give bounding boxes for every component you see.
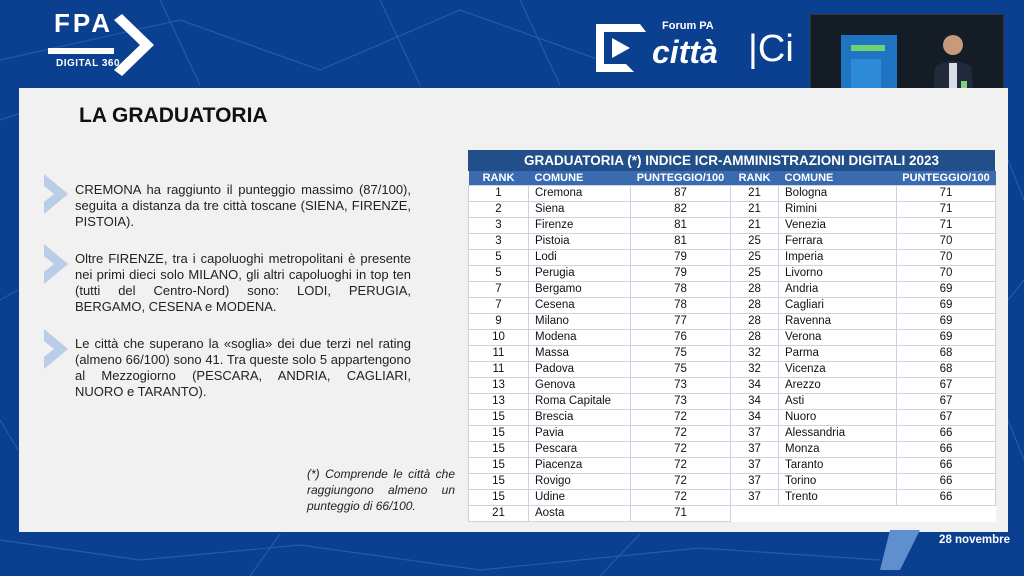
cell-rank: 3	[469, 234, 529, 250]
cell-rank: 5	[469, 266, 529, 282]
cell-comune: Bologna	[779, 186, 897, 202]
cell-rank: 34	[731, 378, 779, 394]
cell-punteggio: 67	[897, 394, 996, 410]
cell-rank: 7	[469, 298, 529, 314]
empty-cell	[897, 506, 996, 522]
header-comune: COMUNE	[779, 171, 897, 186]
cell-comune: Bergamo	[529, 282, 631, 298]
cell-comune: Cremona	[529, 186, 631, 202]
cell-punteggio: 68	[897, 346, 996, 362]
empty-cell	[779, 506, 897, 522]
header-comune: COMUNE	[529, 171, 631, 186]
cell-rank: 3	[469, 218, 529, 234]
cell-punteggio: 71	[897, 202, 996, 218]
cell-comune: Monza	[779, 442, 897, 458]
cell-comune: Nuoro	[779, 410, 897, 426]
fpa-logo-text: FPA	[54, 8, 114, 38]
cell-punteggio: 68	[897, 362, 996, 378]
cell-comune: Lodi	[529, 250, 631, 266]
cell-comune: Arezzo	[779, 378, 897, 394]
cell-punteggio: 70	[897, 234, 996, 250]
cell-comune: Ravenna	[779, 314, 897, 330]
cell-rank: 15	[469, 474, 529, 490]
cell-comune: Pescara	[529, 442, 631, 458]
cell-punteggio: 72	[631, 490, 731, 506]
cell-comune: Cagliari	[779, 298, 897, 314]
cell-comune: Imperia	[779, 250, 897, 266]
cell-comune: Trento	[779, 490, 897, 506]
table-row	[469, 298, 996, 314]
cell-rank: 37	[731, 458, 779, 474]
cell-punteggio: 69	[897, 314, 996, 330]
cell-comune: Piacenza	[529, 458, 631, 474]
cell-punteggio: 67	[897, 410, 996, 426]
cell-punteggio: 66	[897, 458, 996, 474]
cell-comune: Brescia	[529, 410, 631, 426]
cell-rank: 28	[731, 314, 779, 330]
digital360-logo-text: DIGITAL 360	[56, 58, 121, 69]
footnote: (*) Comprende le città che raggiungono almeno un punteggio di 66/100.	[307, 467, 455, 513]
cell-rank: 21	[731, 186, 779, 202]
cell-rank: 13	[469, 394, 529, 410]
cell-punteggio: 69	[897, 298, 996, 314]
cell-rank: 9	[469, 314, 529, 330]
cell-comune: Vicenza	[779, 362, 897, 378]
cell-comune: Torino	[779, 474, 897, 490]
table-row	[469, 426, 996, 442]
cell-rank: 15	[469, 410, 529, 426]
cell-punteggio: 82	[631, 202, 731, 218]
cell-punteggio: 79	[631, 250, 731, 266]
header-rank: RANK	[469, 171, 529, 186]
cell-punteggio: 78	[631, 298, 731, 314]
cell-comune: Roma Capitale	[529, 394, 631, 410]
cell-comune: Taranto	[779, 458, 897, 474]
table-row	[469, 362, 996, 378]
empty-cell	[731, 506, 779, 522]
cell-comune: Rovigo	[529, 474, 631, 490]
table-row	[469, 250, 996, 266]
table-title: GRADUATORIA (*) INDICE ICR-AMMINISTRAZIONI DIGITALI 2023	[468, 150, 995, 171]
cell-rank: 15	[469, 490, 529, 506]
cell-comune: Massa	[529, 346, 631, 362]
cell-punteggio: 87	[631, 186, 731, 202]
ranking-table	[468, 150, 995, 522]
cell-punteggio: 75	[631, 362, 731, 378]
footer-date: 28 novembre	[939, 534, 1010, 546]
cell-punteggio: 69	[897, 330, 996, 346]
cell-comune: Asti	[779, 394, 897, 410]
cell-punteggio: 79	[631, 266, 731, 282]
cell-punteggio: 72	[631, 458, 731, 474]
cell-punteggio: 66	[897, 426, 996, 442]
cell-rank: 11	[469, 346, 529, 362]
cell-comune: Parma	[779, 346, 897, 362]
cell-punteggio: 71	[631, 506, 731, 522]
cell-comune: Udine	[529, 490, 631, 506]
cell-rank: 28	[731, 330, 779, 346]
cell-rank: 28	[731, 282, 779, 298]
table-row	[469, 474, 996, 490]
cell-comune: Venezia	[779, 218, 897, 234]
paragraph-3: Le città che superano la «soglia» dei due terzi nel rating (almeno 66/100) sono 41. Tra queste solo 5 appartengono al Mezzogiorno (PESCARA, ANDRIA, CAGLIARI, NUORO e TARANTO).	[75, 336, 411, 399]
cell-rank: 21	[731, 218, 779, 234]
cell-punteggio: 72	[631, 442, 731, 458]
bullet-arrow-icon	[44, 329, 68, 369]
slide-panel	[19, 88, 1008, 532]
cell-rank: 2	[469, 202, 529, 218]
cell-rank: 15	[469, 442, 529, 458]
cell-punteggio: 72	[631, 426, 731, 442]
cell-rank: 21	[469, 506, 529, 522]
cell-rank: 32	[731, 346, 779, 362]
cell-rank: 13	[469, 378, 529, 394]
table-row	[469, 346, 996, 362]
cell-rank: 15	[469, 426, 529, 442]
table-row	[469, 410, 996, 426]
cell-rank: 7	[469, 282, 529, 298]
footer-chevron-icon	[880, 530, 936, 570]
cell-rank: 34	[731, 410, 779, 426]
cell-comune: Pistoia	[529, 234, 631, 250]
header-rank: RANK	[731, 171, 779, 186]
table-body	[469, 186, 996, 522]
cell-comune: Aosta	[529, 506, 631, 522]
citta-fragment-label: |Ci	[748, 28, 794, 70]
cell-comune: Perugia	[529, 266, 631, 282]
cell-comune: Genova	[529, 378, 631, 394]
table-row	[469, 490, 996, 506]
table-row	[469, 506, 996, 522]
cell-rank: 25	[731, 250, 779, 266]
cell-rank: 37	[731, 490, 779, 506]
cell-punteggio: 81	[631, 234, 731, 250]
paragraph-2: Oltre FIRENZE, tra i capoluoghi metropolitani è presente nei primi dieci solo MILANO, gli altri capoluoghi in top ten (tutti del Centro-Nord) sono: LODI, PERUGIA, BERGAMO, CESENA e MODENA.	[75, 251, 411, 314]
cell-rank: 21	[731, 202, 779, 218]
cell-rank: 15	[469, 458, 529, 474]
cell-comune: Ferrara	[779, 234, 897, 250]
table-row	[469, 314, 996, 330]
cell-comune: Pavia	[529, 426, 631, 442]
cell-rank: 34	[731, 394, 779, 410]
bullet-arrow-icon	[44, 244, 68, 284]
header-punteggio: PUNTEGGIO/100	[631, 171, 731, 186]
table-row	[469, 458, 996, 474]
cell-punteggio: 72	[631, 474, 731, 490]
cell-punteggio: 70	[897, 250, 996, 266]
cell-rank: 5	[469, 250, 529, 266]
table-row	[469, 218, 996, 234]
cell-comune: Andria	[779, 282, 897, 298]
cell-comune: Rimini	[779, 202, 897, 218]
cell-punteggio: 66	[897, 442, 996, 458]
cell-comune: Alessandria	[779, 426, 897, 442]
forum-pa-label: Forum PA	[662, 20, 714, 32]
cell-rank: 11	[469, 362, 529, 378]
cell-punteggio: 73	[631, 378, 731, 394]
cell-rank: 37	[731, 426, 779, 442]
table-row	[469, 394, 996, 410]
header-punteggio: PUNTEGGIO/100	[897, 171, 996, 186]
cell-rank: 25	[731, 266, 779, 282]
cell-punteggio: 70	[897, 266, 996, 282]
table-row	[469, 266, 996, 282]
table-row	[469, 330, 996, 346]
cell-comune: Verona	[779, 330, 897, 346]
cell-punteggio: 66	[897, 474, 996, 490]
cell-rank: 25	[731, 234, 779, 250]
cell-comune: Siena	[529, 202, 631, 218]
cell-rank: 28	[731, 298, 779, 314]
cell-punteggio: 81	[631, 218, 731, 234]
table-row	[469, 234, 996, 250]
cell-comune: Livorno	[779, 266, 897, 282]
table-row	[469, 282, 996, 298]
cell-punteggio: 72	[631, 410, 731, 426]
cell-punteggio: 66	[897, 490, 996, 506]
cell-punteggio: 78	[631, 282, 731, 298]
cell-punteggio: 71	[897, 218, 996, 234]
cell-rank: 37	[731, 474, 779, 490]
cell-comune: Padova	[529, 362, 631, 378]
table-row	[469, 378, 996, 394]
cell-comune: Milano	[529, 314, 631, 330]
cell-rank: 32	[731, 362, 779, 378]
cell-comune: Modena	[529, 330, 631, 346]
ranking-grid	[468, 171, 996, 522]
cell-punteggio: 67	[897, 378, 996, 394]
table-row	[469, 202, 996, 218]
cell-rank: 1	[469, 186, 529, 202]
paragraph-1: CREMONA ha raggiunto il punteggio massimo (87/100), seguita a distanza da tre città toscane (SIENA, FIRENZE, PISTOIA).	[75, 182, 411, 229]
cell-punteggio: 71	[897, 186, 996, 202]
table-header-row	[469, 171, 996, 186]
cell-rank: 10	[469, 330, 529, 346]
table-row	[469, 442, 996, 458]
bullet-arrow-icon	[44, 174, 68, 214]
cell-punteggio: 76	[631, 330, 731, 346]
cell-comune: Firenze	[529, 218, 631, 234]
cell-rank: 37	[731, 442, 779, 458]
cell-comune: Cesena	[529, 298, 631, 314]
cell-punteggio: 69	[897, 282, 996, 298]
citta-label: città	[652, 34, 718, 70]
cell-punteggio: 73	[631, 394, 731, 410]
slide-title: LA GRADUATORIA	[79, 104, 268, 127]
cell-punteggio: 75	[631, 346, 731, 362]
cell-punteggio: 77	[631, 314, 731, 330]
table-row	[469, 186, 996, 202]
